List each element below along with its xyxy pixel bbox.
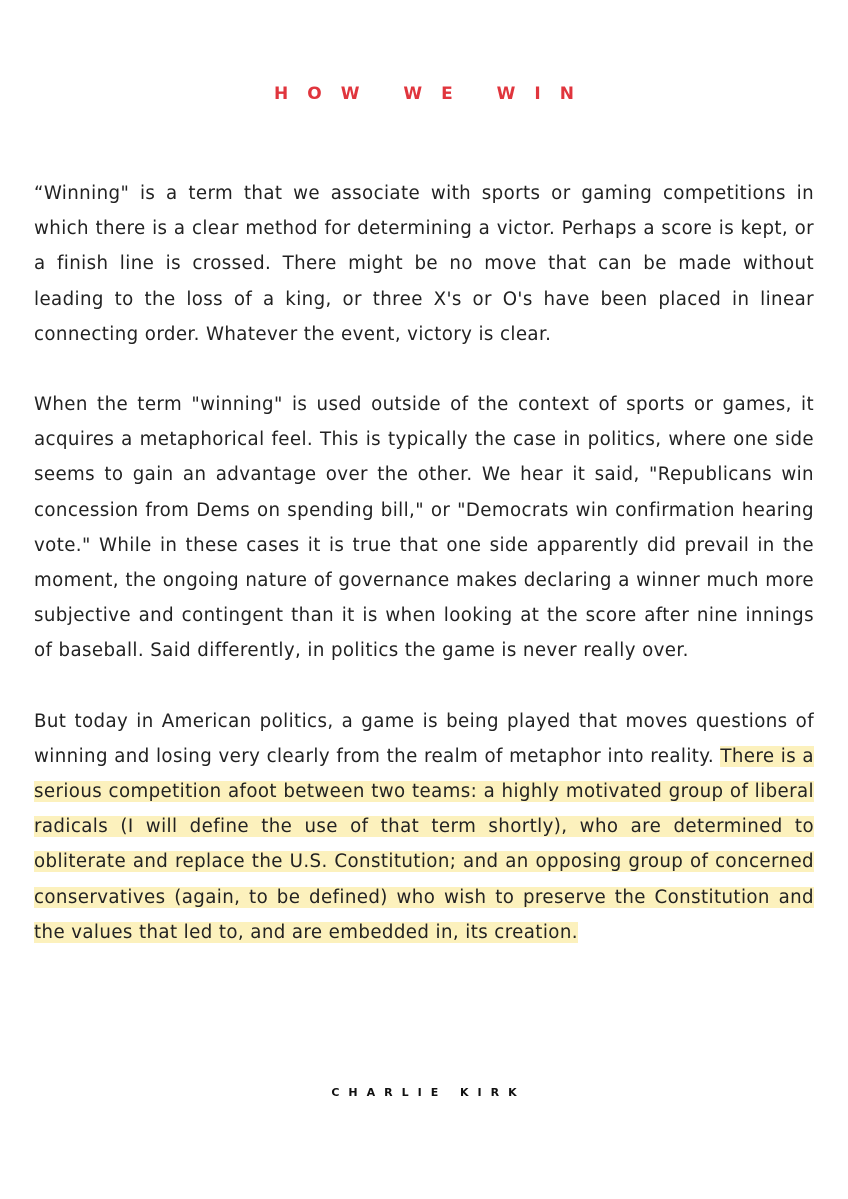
paragraph-1: “Winning" is a term that we associate with sports or gaming competitions in which there is a clear method for determining a victor. Perhaps a score is kept, or a finish line is crossed. There might be no move that can be made without leading to the loss of a king, or three X's or O's have been placed in linear connecting order. Whatever the event, victory is clear. [34,183,814,345]
chapter-title: HOW WE WIN [274,84,593,104]
highlighted-passage[interactable]: There is a serious competition afoot between two teams: a highly motivated group of liberal radicals (I will define the use of that term shortly), who are determined to obliterate and replace the U.S. Constitution; and an opposing group of concerned conservatives (again, to be defined) who wish to preserve the Constitution and the values that led to, and are embedded in, its creation. [34,745,814,943]
author-name: CHARLIE KIRK [331,1086,526,1099]
paragraph-3 [34,704,814,950]
body-text [34,176,814,985]
paragraph-3-text: But today in American politics, a game is being played that moves questions of winning and losing very clearly from the realm of metaphor into reality. [34,710,814,767]
paragraph-2: When the term "winning" is used outside of the context of sports or games, it acquires a metaphorical feel. This is typically the case in politics, where one side seems to gain an advantage over the other. We hear it said, "Republicans win concession from Dems on spending bill," or "Democrats win confirmation hearing vote." While in these cases it is true that one side apparently did prevail in the moment, the ongoing nature of governance makes declaring a winner much more subjective and contingent than it is when looking at the score after nine innings of baseball. Said differently, in politics the game is never really over. [34,394,814,662]
